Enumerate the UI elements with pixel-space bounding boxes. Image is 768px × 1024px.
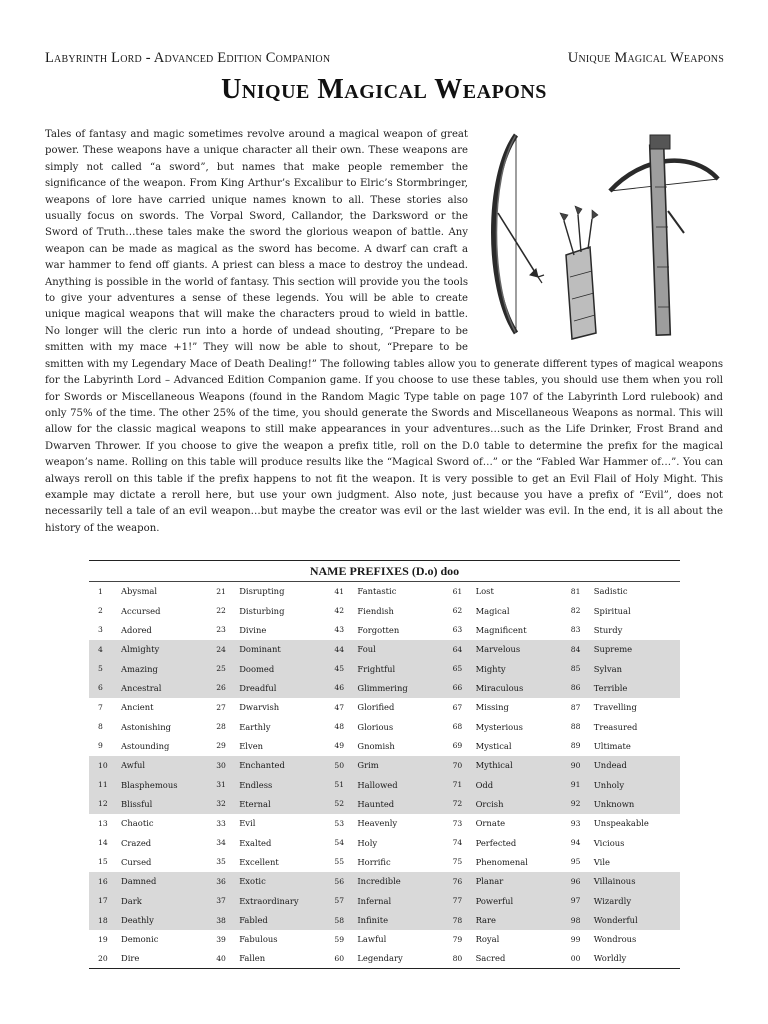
roll-number: 55 <box>334 857 345 867</box>
table-row <box>89 775 680 794</box>
roll-number: 51 <box>325 775 357 794</box>
table-row <box>89 620 680 639</box>
prefix-word: Incredible <box>357 872 443 891</box>
prefix-word: Gnomish <box>357 740 395 751</box>
prefix-word: Wondrous <box>593 934 637 945</box>
prefix-word: Chaotic <box>121 818 154 829</box>
prefix-word: Mysterious <box>475 721 523 732</box>
prefix-word: Fabulous <box>239 934 278 945</box>
roll-number: 89 <box>570 741 581 751</box>
prefix-word: Blissful <box>121 794 207 813</box>
roll-number: 8 <box>98 722 103 732</box>
roll-number: 24 <box>207 640 239 659</box>
prefix-word: Villainous <box>594 872 680 891</box>
roll-number: 33 <box>216 818 226 828</box>
prefix-word: Awful <box>121 756 207 775</box>
prefix-word: Vicious <box>593 837 625 848</box>
prefix-word: Sadistic <box>593 586 628 597</box>
prefix-word: Unholy <box>594 775 680 794</box>
prefix-word: Exotic <box>239 872 325 891</box>
bow-icon <box>494 135 517 333</box>
prefix-word: Sacred <box>475 953 506 964</box>
prefix-word: Ultimate <box>593 740 631 751</box>
prefix-word: Horrific <box>357 856 391 867</box>
roll-number: 87 <box>570 702 581 712</box>
prefix-word: Crazed <box>121 837 152 848</box>
roll-number: 5 <box>89 659 121 678</box>
prefix-word: Sturdy <box>593 624 623 635</box>
roll-number: 76 <box>444 872 476 891</box>
roll-number: 7 <box>98 702 103 712</box>
prefix-word: Planar <box>476 872 562 891</box>
roll-number: 31 <box>207 775 239 794</box>
running-header-left: Labyrinth Lord - Advanced Edition Companion <box>45 50 331 66</box>
roll-number: 26 <box>207 678 239 697</box>
roll-number: 21 <box>216 586 226 596</box>
prefix-word: Worldly <box>593 953 627 964</box>
roll-number: 52 <box>325 794 357 813</box>
roll-number: 6 <box>89 678 121 697</box>
table-row <box>89 756 680 775</box>
running-header-right: Unique Magical Weapons <box>567 50 724 66</box>
prefix-word: Travelling <box>593 702 637 713</box>
prefix-word: Heavenly <box>357 818 398 829</box>
roll-number: 53 <box>334 818 345 828</box>
roll-number: 96 <box>562 872 594 891</box>
roll-number: 22 <box>216 606 226 616</box>
prefix-word: Miraculous <box>476 678 562 697</box>
roll-number: 66 <box>444 678 476 697</box>
roll-number: 84 <box>562 640 594 659</box>
prefix-word: Dire <box>121 953 140 964</box>
roll-number: 80 <box>452 953 463 963</box>
roll-number: 11 <box>89 775 121 794</box>
roll-number: 46 <box>325 678 357 697</box>
roll-number: 73 <box>452 818 463 828</box>
roll-number: 49 <box>334 741 345 751</box>
prefix-word: Foul <box>357 640 443 659</box>
body-section <box>45 127 723 537</box>
prefix-word: Terrible <box>594 678 680 697</box>
prefix-word: Almighty <box>121 640 207 659</box>
weapons-illustration <box>478 127 723 341</box>
roll-number: 88 <box>570 722 581 732</box>
table-row <box>89 930 680 949</box>
roll-number: 44 <box>325 640 357 659</box>
roll-number: 90 <box>562 756 594 775</box>
prefix-word: Glimmering <box>357 678 443 697</box>
table-row <box>89 601 680 620</box>
roll-number: 17 <box>89 891 121 910</box>
prefix-word: Amazing <box>121 659 207 678</box>
arrow-icon <box>498 213 544 283</box>
prefix-word: Mythical <box>476 756 562 775</box>
table-row <box>89 698 680 717</box>
roll-number: 37 <box>207 891 239 910</box>
roll-number: 9 <box>98 741 103 751</box>
prefix-word: Vile <box>593 856 610 867</box>
roll-number: 43 <box>334 625 345 635</box>
roll-number: 57 <box>325 891 357 910</box>
roll-number: 36 <box>207 872 239 891</box>
table-row <box>89 678 680 697</box>
prefix-word: Infinite <box>357 910 443 929</box>
prefix-word: Legendary <box>357 953 403 964</box>
prefix-word: Sylvan <box>594 659 680 678</box>
roll-number: 50 <box>325 756 357 775</box>
roll-number: 20 <box>98 953 108 963</box>
prefix-word: Earthly <box>239 721 271 732</box>
roll-number: 68 <box>452 722 463 732</box>
prefix-word: Endless <box>239 775 325 794</box>
roll-number: 56 <box>325 872 357 891</box>
roll-number: 12 <box>89 794 121 813</box>
prefix-word: Wonderful <box>594 910 680 929</box>
table-row <box>89 640 680 659</box>
prefix-word: Odd <box>476 775 562 794</box>
prefix-word: Eternal <box>239 794 325 813</box>
prefix-word: Rare <box>476 910 562 929</box>
prefix-word: Exalted <box>239 837 272 848</box>
prefix-word: Astonishing <box>121 721 171 732</box>
prefix-word: Missing <box>475 702 509 713</box>
roll-number: 13 <box>98 818 108 828</box>
name-prefixes-table <box>89 560 680 969</box>
prefix-word: Lost <box>475 586 494 597</box>
roll-number: 19 <box>98 934 108 944</box>
prefix-word: Excellent <box>239 856 279 867</box>
prefix-word: Royal <box>475 934 500 945</box>
prefix-word: Haunted <box>357 794 443 813</box>
crossbow-icon <box>610 135 718 335</box>
prefix-word: Fabled <box>239 910 325 929</box>
roll-number: 39 <box>216 934 226 944</box>
prefix-word: Holy <box>357 837 378 848</box>
table-body <box>89 582 680 969</box>
page-title: Unique Magical Weapons <box>221 74 547 105</box>
prefix-word: Abysmal <box>121 586 158 597</box>
roll-number: 23 <box>216 625 226 635</box>
table-row <box>89 872 680 891</box>
prefix-word: Ornate <box>475 818 506 829</box>
prefix-word: Disturbing <box>239 605 285 616</box>
prefix-word: Astounding <box>121 740 170 751</box>
roll-number: 41 <box>334 586 345 596</box>
prefix-word: Magical <box>475 605 510 616</box>
table-row <box>89 659 680 678</box>
prefix-word: Glorified <box>357 702 395 713</box>
roll-number: 4 <box>89 640 121 659</box>
prefix-word: Supreme <box>594 640 680 659</box>
roll-number: 54 <box>334 838 345 848</box>
table-row <box>89 582 680 601</box>
prefix-word: Extraordinary <box>239 891 325 910</box>
prefix-word: Phenomenal <box>475 856 528 867</box>
prefix-word: Unspeakable <box>593 818 649 829</box>
prefix-word: Unknown <box>594 794 680 813</box>
prefix-word: Mighty <box>476 659 562 678</box>
roll-number: 95 <box>570 857 581 867</box>
prefix-word: Hallowed <box>357 775 443 794</box>
table-row <box>89 717 680 736</box>
prefix-word: Grim <box>357 756 443 775</box>
prefix-word: Cursed <box>121 856 152 867</box>
table-title: NAME PREFIXES (D.o) doo <box>89 561 680 582</box>
quiver-icon <box>560 206 598 339</box>
prefix-word: Enchanted <box>239 756 325 775</box>
prefix-word: Powerful <box>476 891 562 910</box>
prefix-word: Dark <box>121 891 207 910</box>
roll-number: 71 <box>444 775 476 794</box>
roll-number: 63 <box>452 625 463 635</box>
roll-number: 93 <box>570 818 581 828</box>
roll-number: 70 <box>444 756 476 775</box>
roll-number: 3 <box>98 625 103 635</box>
roll-number: 98 <box>562 910 594 929</box>
roll-number: 78 <box>444 910 476 929</box>
table-row <box>89 949 680 968</box>
roll-number: 62 <box>452 606 463 616</box>
roll-number: 79 <box>452 934 463 944</box>
roll-number: 00 <box>570 953 581 963</box>
roll-number: 42 <box>334 606 345 616</box>
roll-number: 83 <box>570 625 581 635</box>
prefix-word: Divine <box>239 624 267 635</box>
table-row <box>89 736 680 755</box>
roll-number: 1 <box>98 586 103 596</box>
roll-number: 15 <box>98 857 108 867</box>
roll-number: 40 <box>216 953 226 963</box>
roll-number: 91 <box>562 775 594 794</box>
prefix-word: Doomed <box>239 659 325 678</box>
roll-number: 65 <box>444 659 476 678</box>
prefix-word: Damned <box>121 872 207 891</box>
prefix-word: Adored <box>121 624 152 635</box>
prefix-word: Spiritual <box>593 605 631 616</box>
roll-number: 28 <box>216 722 226 732</box>
prefix-word: Fallen <box>239 953 266 964</box>
prefix-word: Orcish <box>476 794 562 813</box>
roll-number: 67 <box>452 702 463 712</box>
prefix-word: Glorious <box>357 721 394 732</box>
roll-number: 64 <box>444 640 476 659</box>
prefix-word: Treasured <box>593 721 638 732</box>
table-row <box>89 910 680 929</box>
prefix-word: Undead <box>594 756 680 775</box>
roll-number: 29 <box>216 741 226 751</box>
prefix-word: Wizardly <box>594 891 680 910</box>
roll-number: 74 <box>452 838 463 848</box>
prefix-word: Mystical <box>475 740 512 751</box>
roll-number: 32 <box>207 794 239 813</box>
roll-number: 72 <box>444 794 476 813</box>
roll-number: 38 <box>207 910 239 929</box>
prefix-word: Dreadful <box>239 678 325 697</box>
table-row <box>89 833 680 852</box>
prefix-word: Demonic <box>121 934 159 945</box>
roll-number: 30 <box>207 756 239 775</box>
roll-number: 60 <box>334 953 345 963</box>
roll-number: 82 <box>570 606 581 616</box>
roll-number: 92 <box>562 794 594 813</box>
roll-number: 59 <box>334 934 345 944</box>
prefix-word: Accursed <box>121 605 161 616</box>
roll-number: 85 <box>562 659 594 678</box>
table-row <box>89 814 680 833</box>
roll-number: 27 <box>216 702 226 712</box>
prefix-word: Perfected <box>475 837 517 848</box>
roll-number: 18 <box>89 910 121 929</box>
roll-number: 48 <box>334 722 345 732</box>
prefix-word: Disrupting <box>239 586 285 597</box>
roll-number: 58 <box>325 910 357 929</box>
table-row <box>89 794 680 813</box>
prefix-word: Dwarvish <box>239 702 280 713</box>
prefix-word: Infernal <box>357 891 443 910</box>
roll-number: 94 <box>570 838 581 848</box>
prefix-word: Frightful <box>357 659 443 678</box>
roll-number: 10 <box>89 756 121 775</box>
roll-number: 99 <box>570 934 581 944</box>
prefix-word: Ancestral <box>121 678 207 697</box>
prefix-word: Deathly <box>121 910 207 929</box>
roll-number: 69 <box>452 741 463 751</box>
roll-number: 61 <box>452 586 463 596</box>
prefix-word: Fantastic <box>357 586 397 597</box>
roll-number: 34 <box>216 838 226 848</box>
roll-number: 97 <box>562 891 594 910</box>
roll-number: 35 <box>216 857 226 867</box>
roll-number: 25 <box>207 659 239 678</box>
prefix-word: Ancient <box>121 702 154 713</box>
roll-number: 45 <box>325 659 357 678</box>
roll-number: 16 <box>89 872 121 891</box>
roll-number: 14 <box>98 838 108 848</box>
prefix-word: Fiendish <box>357 605 394 616</box>
prefix-word: Magnificent <box>475 624 527 635</box>
prefix-word: Lawful <box>357 934 387 945</box>
prefix-word: Elven <box>239 740 264 751</box>
body-paragraph: Tales of fantasy and magic sometimes revolve around a magical weapon of great power. These weapons have a unique character all their own. These weapons are simply not called “a sword”, but names that make people remember the significance of the weapon. From King Arthur’s Excalibur to Elric’s Stormbringer, weapons of lore have carried unique names known to all. These stories also usually focus on swords. The Vorpal Sword, Callandor, the Darksword or the Sword of Truth…these tales make the sword the glorious weapon of battle. Any weapon can be made as magical as the sword has become. A dwarf can craft a war hammer to fend off giants. A priest can bless a mace to destroy the undead. Anything is possible in the world of fantasy. This section will provide you the tools to give your adventures a sense of these legends. You will be able to create unique magical weapons that will make the characters proud to wield in battle. No longer will the cleric run into a horde of undead shouting, “Prepare to be smitten with my mace +1!” They will now be able to shout, “Prepare to be smitten with my Legendary Mace of Death Dealing!” The following tables allow you to generate different types of magical weapons for the Labyrinth Lord – Advanced Edition Companion game. If you choose to use these tables, you should use them when you roll for Swords or Miscellaneous Weapons (found in the Random Magic Type table on page 107 of the Labyrinth Lord rulebook) and only 75% of the time. The other 25% of the time, you should generate the Swords and Miscellaneous Weapons as normal. This will allow for the classic magical weapons to still make appearances in your adventures…such as the Life Drinker, Frost Brand and Dwarven Thrower. If you choose to give the weapon a prefix title, roll on the D.0 table to determine the prefix for the magical weapon’s name. Rolling on this table will produce results like the “Magical Sword of…” or the “Fabled War Hammer of…”. You can always reroll on this table if the prefix happens to not fit the weapon. It is very possible to get an Evil Flail of Holy Might. This example may dictate a reroll here, but use your own judgment. Also note, just because you have a prefix of “Evil”, does not necessarily tell a tale of an evil weapon…but maybe the creator was evil or the last wielder was evil. In the end, it is all about the history of the weapon. <box>45 129 723 534</box>
weapons-illustration-svg <box>478 127 723 341</box>
prefix-word: Blasphemous <box>121 775 207 794</box>
roll-number: 75 <box>452 857 463 867</box>
prefix-word: Marvelous <box>476 640 562 659</box>
roll-number: 86 <box>562 678 594 697</box>
table-row <box>89 852 680 871</box>
roll-number: 81 <box>570 586 581 596</box>
prefix-word: Forgotten <box>357 624 400 635</box>
prefix-word: Evil <box>239 818 256 829</box>
roll-number: 77 <box>444 891 476 910</box>
table-row <box>89 891 680 910</box>
roll-number: 47 <box>334 702 345 712</box>
prefix-word: Dominant <box>239 640 325 659</box>
roll-number: 2 <box>98 606 103 616</box>
